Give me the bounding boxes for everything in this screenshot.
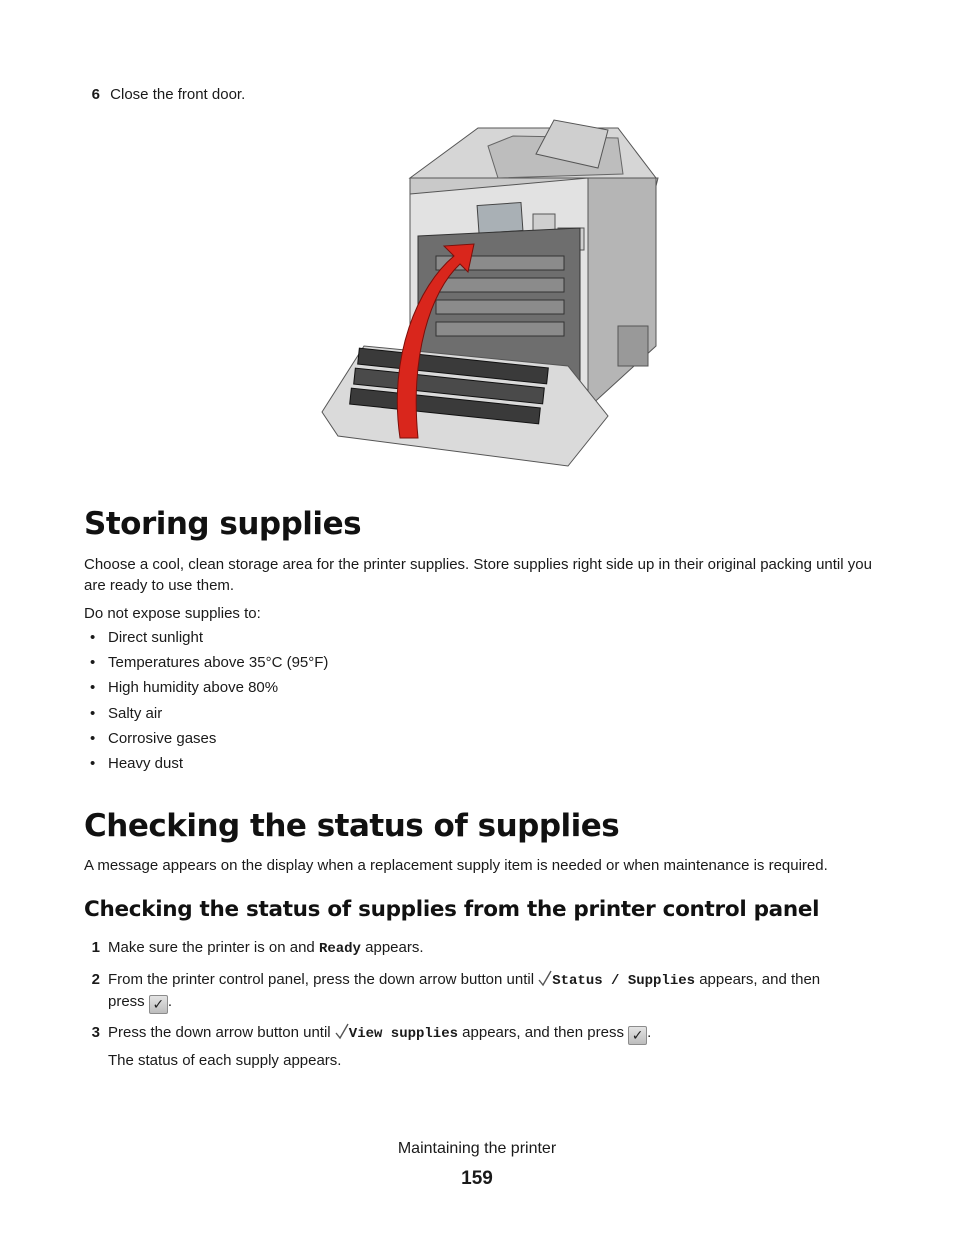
- step-6: [84, 86, 245, 103]
- expose-list: [84, 628, 328, 779]
- step-text: appears, and then: [695, 971, 821, 988]
- control-panel-subheading: Checking the status of supplies from the printer control panel: [84, 897, 820, 922]
- step-text: .: [167, 993, 173, 1010]
- list-item: • Corrosive gases: [84, 729, 328, 754]
- step-2: [84, 969, 884, 992]
- step-3: [84, 1022, 651, 1045]
- list-item: • Direct sunlight: [84, 628, 328, 653]
- list-item: • Heavy dust: [84, 754, 328, 779]
- step-text: Make sure the printer is on and: [108, 939, 319, 956]
- step-text: From the printer control panel, press the down arrow button until: [108, 971, 539, 988]
- step-text: Press the down arrow button until: [108, 1024, 335, 1041]
- checkmark-icon: [538, 970, 552, 987]
- printer-illustration: [318, 116, 660, 472]
- view-supplies-code: View supplies: [348, 1026, 459, 1042]
- status-supplies-code: Status / Supplies: [552, 973, 696, 989]
- footer-section: Maintaining the printer: [397, 1140, 557, 1157]
- step-number: 3: [91, 1024, 100, 1041]
- select-button-icon: ✓: [628, 1026, 647, 1045]
- step-1: [84, 937, 424, 960]
- step-text: appears, and then press: [458, 1024, 629, 1041]
- expose-intro: Do not expose supplies to:: [84, 605, 261, 622]
- result-text: The status of each supply appears.: [108, 1052, 342, 1069]
- ready-code: Ready: [318, 941, 361, 957]
- checking-heading: Checking the status of supplies: [84, 808, 620, 844]
- step-text: .: [647, 1024, 652, 1041]
- list-item: • High humidity above 80%: [84, 678, 328, 703]
- storing-paragraph: Choose a cool, clean storage area for the printer supplies. Store supplies right side up in their original packing until you are ready to use them.: [84, 556, 872, 594]
- select-button-icon: ✓: [149, 995, 168, 1014]
- list-item: • Salty air: [84, 704, 328, 729]
- step-text: Close the front door.: [110, 86, 246, 103]
- step-2-line-2: [108, 991, 172, 1014]
- storing-heading: Storing supplies: [84, 506, 362, 542]
- page-number: 159: [461, 1168, 493, 1189]
- step-text: press: [108, 993, 149, 1010]
- checkmark-icon: [335, 1023, 349, 1040]
- step-number: 1: [91, 939, 100, 956]
- step-number: 6: [91, 86, 100, 103]
- step-text: appears.: [360, 939, 424, 956]
- checking-paragraph: A message appears on the display when a replacement supply item is needed or when maintenance is required.: [84, 857, 828, 874]
- list-item: • Temperatures above 35°C (95°F): [84, 653, 328, 678]
- step-number: 2: [91, 971, 100, 988]
